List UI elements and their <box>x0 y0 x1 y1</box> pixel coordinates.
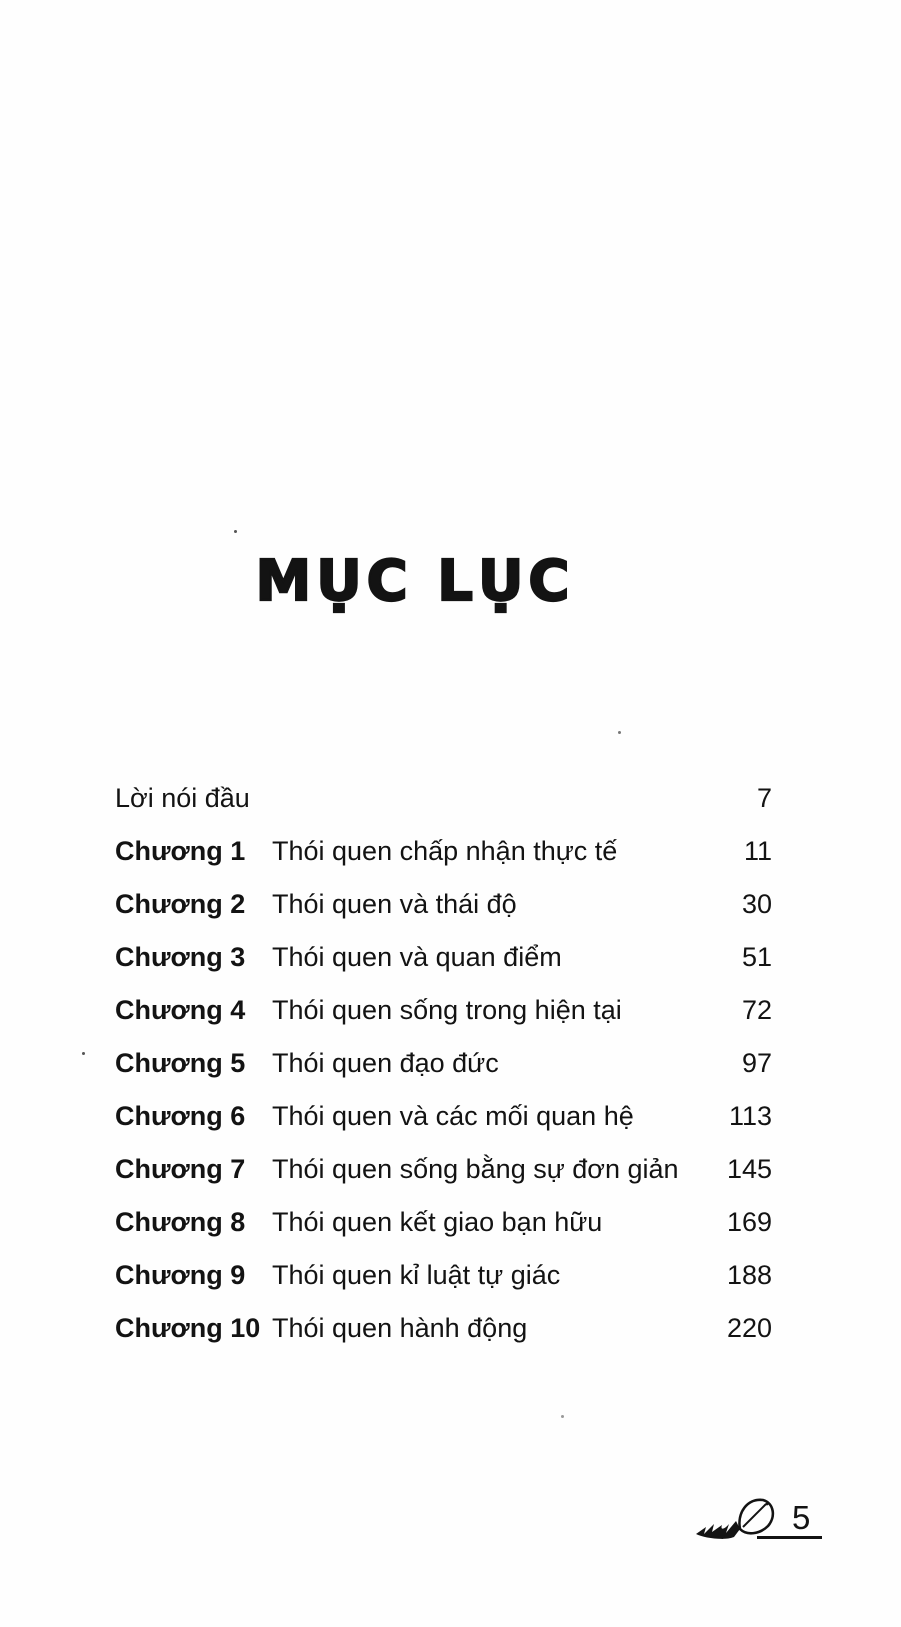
toc-entry-page: 7 <box>756 783 772 813</box>
toc-row <box>115 1249 772 1302</box>
chapter-label: Chương 6 <box>115 1101 246 1131</box>
chapter-title: Thói quen sống trong hiện tại <box>272 995 622 1025</box>
toc-row <box>115 931 772 984</box>
chapter-page: 97 <box>741 1048 772 1078</box>
toc-row <box>115 878 772 931</box>
chapter-title: Thói quen sống bằng sự đơn giản <box>272 1154 679 1184</box>
chapter-label: Chương 2 <box>115 889 246 919</box>
chapter-label: Chương 1 <box>115 836 246 866</box>
table-of-contents <box>115 772 772 1355</box>
chapter-page: 113 <box>728 1101 772 1131</box>
chapter-title: Thói quen và thái độ <box>272 889 517 919</box>
toc-row <box>115 1143 772 1196</box>
scan-speck <box>234 530 237 533</box>
scan-speck <box>82 1052 85 1055</box>
chapter-title: Thói quen kỉ luật tự giác <box>272 1260 561 1290</box>
footer-page-number: 5 <box>792 1499 811 1536</box>
chapter-label: Chương 5 <box>115 1048 246 1078</box>
toc-row <box>115 1302 772 1355</box>
scan-speck <box>561 1415 564 1418</box>
chapter-page: 188 <box>726 1260 772 1290</box>
chapter-title: Thói quen kết giao bạn hữu <box>272 1207 603 1237</box>
chapter-label: Chương 3 <box>115 942 246 972</box>
chapter-label: Chương 9 <box>115 1260 246 1290</box>
toc-row <box>115 1037 772 1090</box>
chapter-label: Chương 8 <box>115 1207 246 1237</box>
chapter-page: 72 <box>741 995 772 1025</box>
chapter-page: 145 <box>726 1154 772 1184</box>
toc-row <box>115 984 772 1037</box>
chapter-page: 169 <box>726 1207 772 1237</box>
chapter-label: Chương 10 <box>115 1313 261 1343</box>
toc-row <box>115 825 772 878</box>
chapter-page: 220 <box>726 1313 772 1343</box>
toc-entry-label: Lời nói đầu <box>115 783 250 813</box>
chapter-page: 11 <box>743 836 772 866</box>
chapter-title: Thói quen chấp nhận thực tế <box>272 836 618 866</box>
toc-row <box>115 772 772 825</box>
chapter-label: Chương 4 <box>115 995 246 1025</box>
chapter-label: Chương 7 <box>115 1154 246 1184</box>
toc-row <box>115 1196 772 1249</box>
chapter-page: 30 <box>741 889 772 919</box>
page-title: MỤC LỤC <box>255 549 575 614</box>
chapter-title: Thói quen và quan điểm <box>272 942 562 972</box>
toc-row <box>115 1090 772 1143</box>
chapter-title: Thói quen đạo đức <box>272 1048 499 1078</box>
chapter-page: 51 <box>741 942 772 972</box>
scan-speck <box>618 731 621 734</box>
footer-rule <box>757 1536 822 1539</box>
chapter-title: Thói quen và các mối quan hệ <box>272 1101 634 1131</box>
chapter-title: Thói quen hành động <box>272 1313 528 1343</box>
